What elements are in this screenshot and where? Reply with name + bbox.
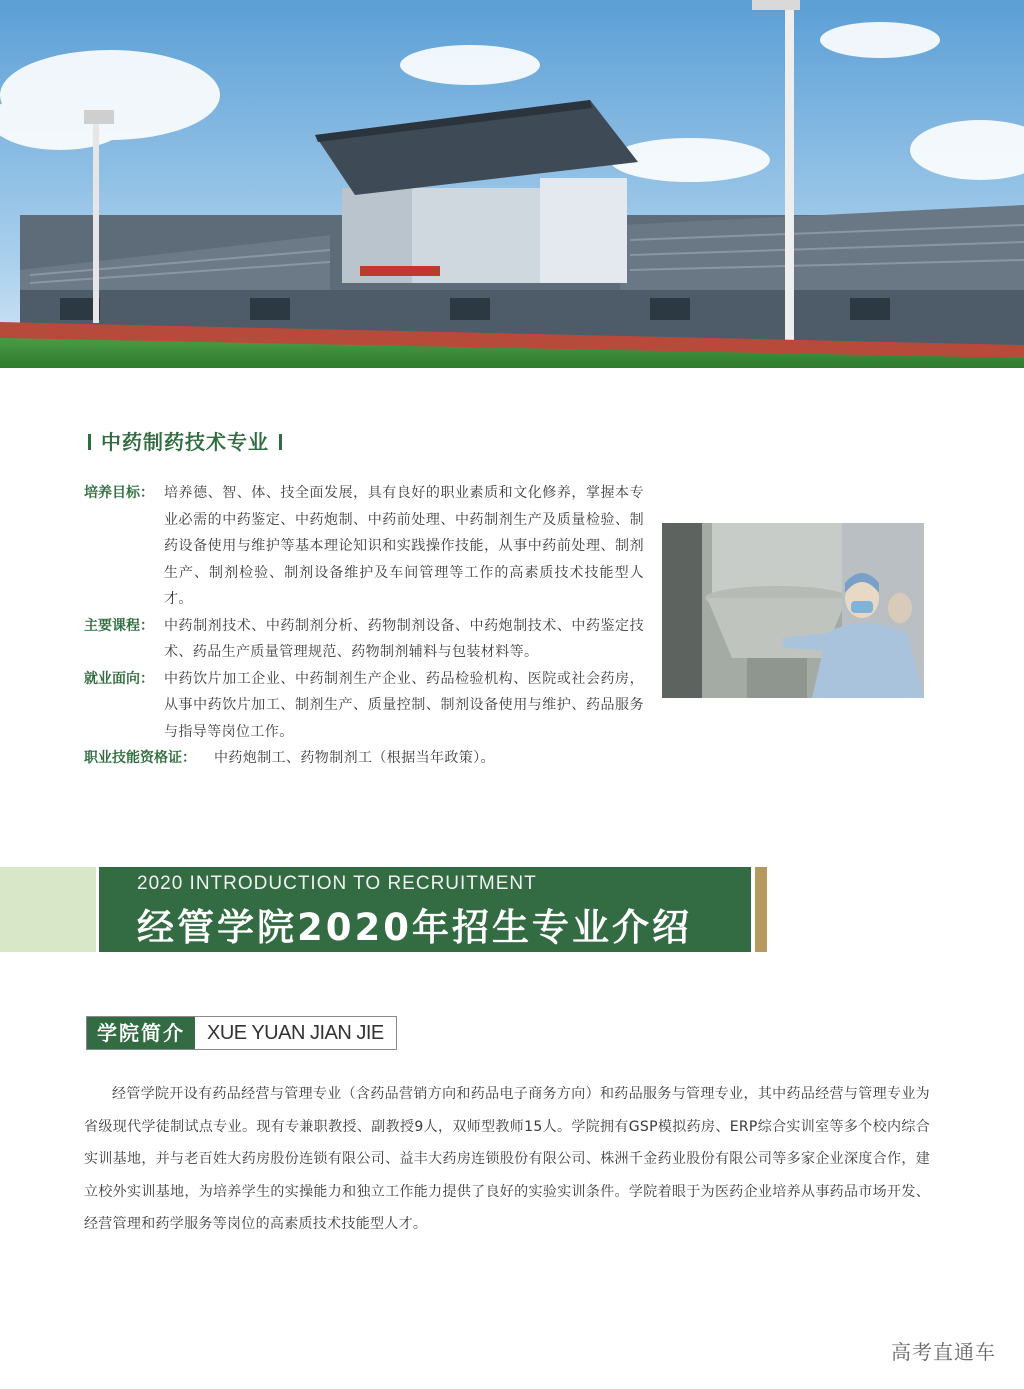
field-label: 就业面向： — [84, 670, 154, 687]
college-intro-paragraph: 经管学院开设有药品经营与管理专业（含药品营销方向和药品电子商务方向）和药品服务与管理专业，其中药品经营与管理专业为省级现代学徒制试点专业。现有专兼职教授、副教授9人，双师型教师15人。学院拥有GSP模拟药房、ERP综合实训室等多个校内综合实训基地，并与老百姓大药房股份连锁有限公司、益丰大药房连锁股份有限公司、株洲千金药业股份有限公司等多家企业深度合作，建立校外实训基地，为培养学生的实操能力和独立工作能力提供了良好的实验实训条件。学院着眼于为医药企业培养从事药品市场开发、经营管理和药学服务等岗位的高素质技术技能型人才。 — [84, 1086, 930, 1232]
major-title: 中药制药技术专业 — [84, 426, 292, 455]
title-bar-right — [279, 434, 282, 450]
source-watermark: 高考直通车 — [891, 1340, 996, 1364]
field-label: 培养目标： — [84, 485, 154, 501]
banner-chinese-title: 经管学院2020年招生专业介绍 — [137, 906, 692, 949]
field-main-courses — [84, 613, 644, 666]
recruitment-banner — [99, 867, 751, 952]
field-certificate — [84, 745, 644, 772]
stadium-photo — [0, 0, 1024, 368]
section-title-en: XUE YUAN JIAN JIE — [207, 1022, 384, 1044]
field-text: 培养德、智、体、技全面发展，具有良好的职业素质和文化修养，掌握本专业必需的中药鉴定、中药炮制、中药前处理、中药制剂生产及质量检验、制药设备使用与维护等基本理论知识和实践操作技能，从事中药前处理、制剂生产、制剂检验、制剂设备维护及车间管理等工作的高素质技术技能型人才。 — [164, 485, 644, 607]
field-text: 中药制剂技术、中药制剂分析、药物制剂设备、中药炮制技术、中药鉴定技术、药品生产质量管理规范、药物制剂辅料与包装材料等。 — [164, 617, 644, 660]
field-training-goal — [84, 480, 644, 613]
lab-photo — [662, 523, 924, 698]
section-header — [86, 1016, 397, 1050]
field-label: 主要课程： — [84, 617, 154, 634]
banner-english-title: 2020 INTRODUCTION TO RECRUITMENT — [137, 873, 537, 894]
field-label: 职业技能资格证： — [84, 750, 196, 766]
banner-accent-left — [0, 867, 96, 952]
banner-accent-right — [755, 867, 767, 952]
title-bar-left — [88, 434, 91, 450]
major-info — [84, 480, 644, 772]
field-employment — [84, 666, 644, 746]
section-title-zh: 学院简介 — [87, 1017, 195, 1049]
field-text: 中药饮片加工企业、中药制剂生产企业、药品检验机构、医院或社会药房，从事中药饮片加工、制剂生产、质量控制、制剂设备使用与维护、药品服务与指导等岗位工作。 — [164, 670, 644, 740]
field-text: 中药炮制工、药物制剂工（根据当年政策）。 — [214, 750, 495, 766]
